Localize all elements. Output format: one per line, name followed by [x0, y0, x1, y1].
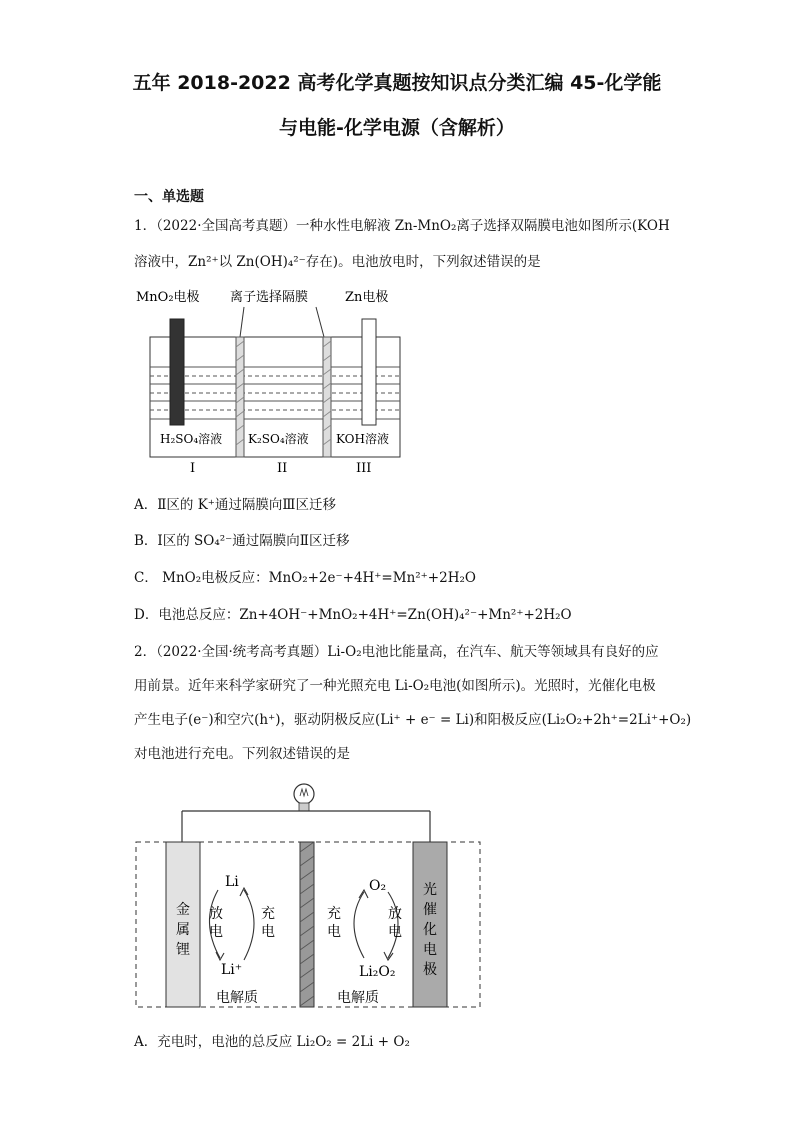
membrane-left — [236, 337, 244, 457]
charge-right-char1: 充 — [327, 906, 341, 922]
koh-solution-label: KOH溶液 — [336, 432, 389, 446]
li2o2-label: Li₂O₂ — [359, 964, 396, 980]
discharge-left-char1: 放 — [209, 906, 223, 922]
document-title-line2: 与电能-化学电源（含解析） — [279, 117, 515, 139]
q2-stem-line4: 对电池进行充电。下列叙述错误的是 — [134, 746, 350, 762]
discharge-right-char2: 电 — [388, 924, 402, 940]
li-ion-label: Li⁺ — [221, 962, 243, 978]
zn-electrode-label: Zn电极 — [345, 290, 389, 305]
charge-left-char1: 充 — [261, 906, 275, 922]
charge-right-char2: 电 — [327, 924, 341, 940]
discharge-right-char1: 放 — [388, 906, 402, 922]
q2-stem-line1: 2．（2022·全国·统考高考真题）Li-O₂电池比能量高，在汽车、航天等领域具有良好的应 — [134, 644, 659, 660]
zn-electrode — [362, 319, 376, 425]
zone-1-label: I — [190, 461, 196, 475]
left-electrode-char1: 金 — [176, 902, 190, 918]
right-electrode-char4: 电 — [423, 942, 437, 958]
q2-option-a: A．充电时，电池的总反应 Li₂O₂ = 2Li + O₂ — [134, 1034, 410, 1050]
right-electrode-char2: 催 — [423, 902, 437, 918]
q2-battery-diagram — [130, 772, 490, 1012]
discharge-left-char2: 电 — [209, 924, 223, 940]
section-heading: 一、单选题 — [134, 189, 204, 205]
electrolyte-left-label: 电解质 — [216, 990, 258, 1006]
left-electrode-char2: 属 — [176, 922, 190, 938]
document-title-line1: 五年 2018-2022 高考化学真题按知识点分类汇编 45-化学能 — [132, 72, 662, 94]
q1-option-a: A．Ⅱ区的 K⁺通过隔膜向Ⅲ区迁移 — [134, 497, 336, 513]
charge-left-char2: 电 — [261, 924, 275, 940]
k2so4-solution-label: K₂SO₄溶液 — [248, 432, 309, 446]
q1-stem-line2: 溶液中，Zn²⁺以 Zn(OH)₄²⁻存在)。电池放电时，下列叙述错误的是 — [134, 254, 541, 270]
left-electrode-char3: 锂 — [176, 942, 190, 958]
membrane-label: 离子选择隔膜 — [230, 290, 309, 305]
electrolyte-right-label: 电解质 — [337, 990, 379, 1006]
mno2-electrode-label: MnO₂电极 — [136, 290, 200, 305]
zone-2-label: II — [277, 461, 288, 475]
q1-option-b: B．Ⅰ区的 SO₄²⁻通过隔膜向Ⅱ区迁移 — [134, 533, 350, 549]
mno2-electrode — [170, 319, 184, 425]
light-bulb-icon — [294, 784, 314, 811]
h2so4-solution-label: H₂SO₄溶液 — [160, 432, 223, 446]
right-electrode-char1: 光 — [423, 882, 437, 898]
q2-stem-line2: 用前景。近年来科学家研究了一种光照充电 Li-O₂电池(如图所示)。光照时，光催化电极 — [134, 678, 656, 694]
zone-3-label: III — [356, 461, 372, 475]
q1-stem-line1: 1．（2022·全国高考真题）一种水性电解液 Zn-MnO₂离子选择双隔膜电池如图所示(KOH — [134, 218, 670, 234]
right-electrode-char5: 极 — [423, 962, 437, 978]
membrane-right — [323, 337, 331, 457]
q1-option-c: C． MnO₂电极反应：MnO₂+2e⁻+4H⁺=Mn²⁺+2H₂O — [134, 570, 476, 586]
o2-label: O₂ — [369, 878, 387, 894]
q1-battery-diagram — [130, 285, 420, 475]
q1-option-d: D．电池总反应：Zn+4OH⁻+MnO₂+4H⁺=Zn(OH)₄²⁻+Mn²⁺+2H₂O — [134, 607, 572, 623]
li-label: Li — [225, 874, 239, 890]
q2-stem-line3: 产生电子(e⁻)和空穴(h⁺)，驱动阴极反应(Li⁺ + e⁻ = Li)和阳极反应(Li₂O₂+2h⁺=2Li⁺+O₂) — [134, 712, 692, 728]
right-electrode-char3: 化 — [423, 922, 437, 938]
separator — [300, 842, 314, 1007]
